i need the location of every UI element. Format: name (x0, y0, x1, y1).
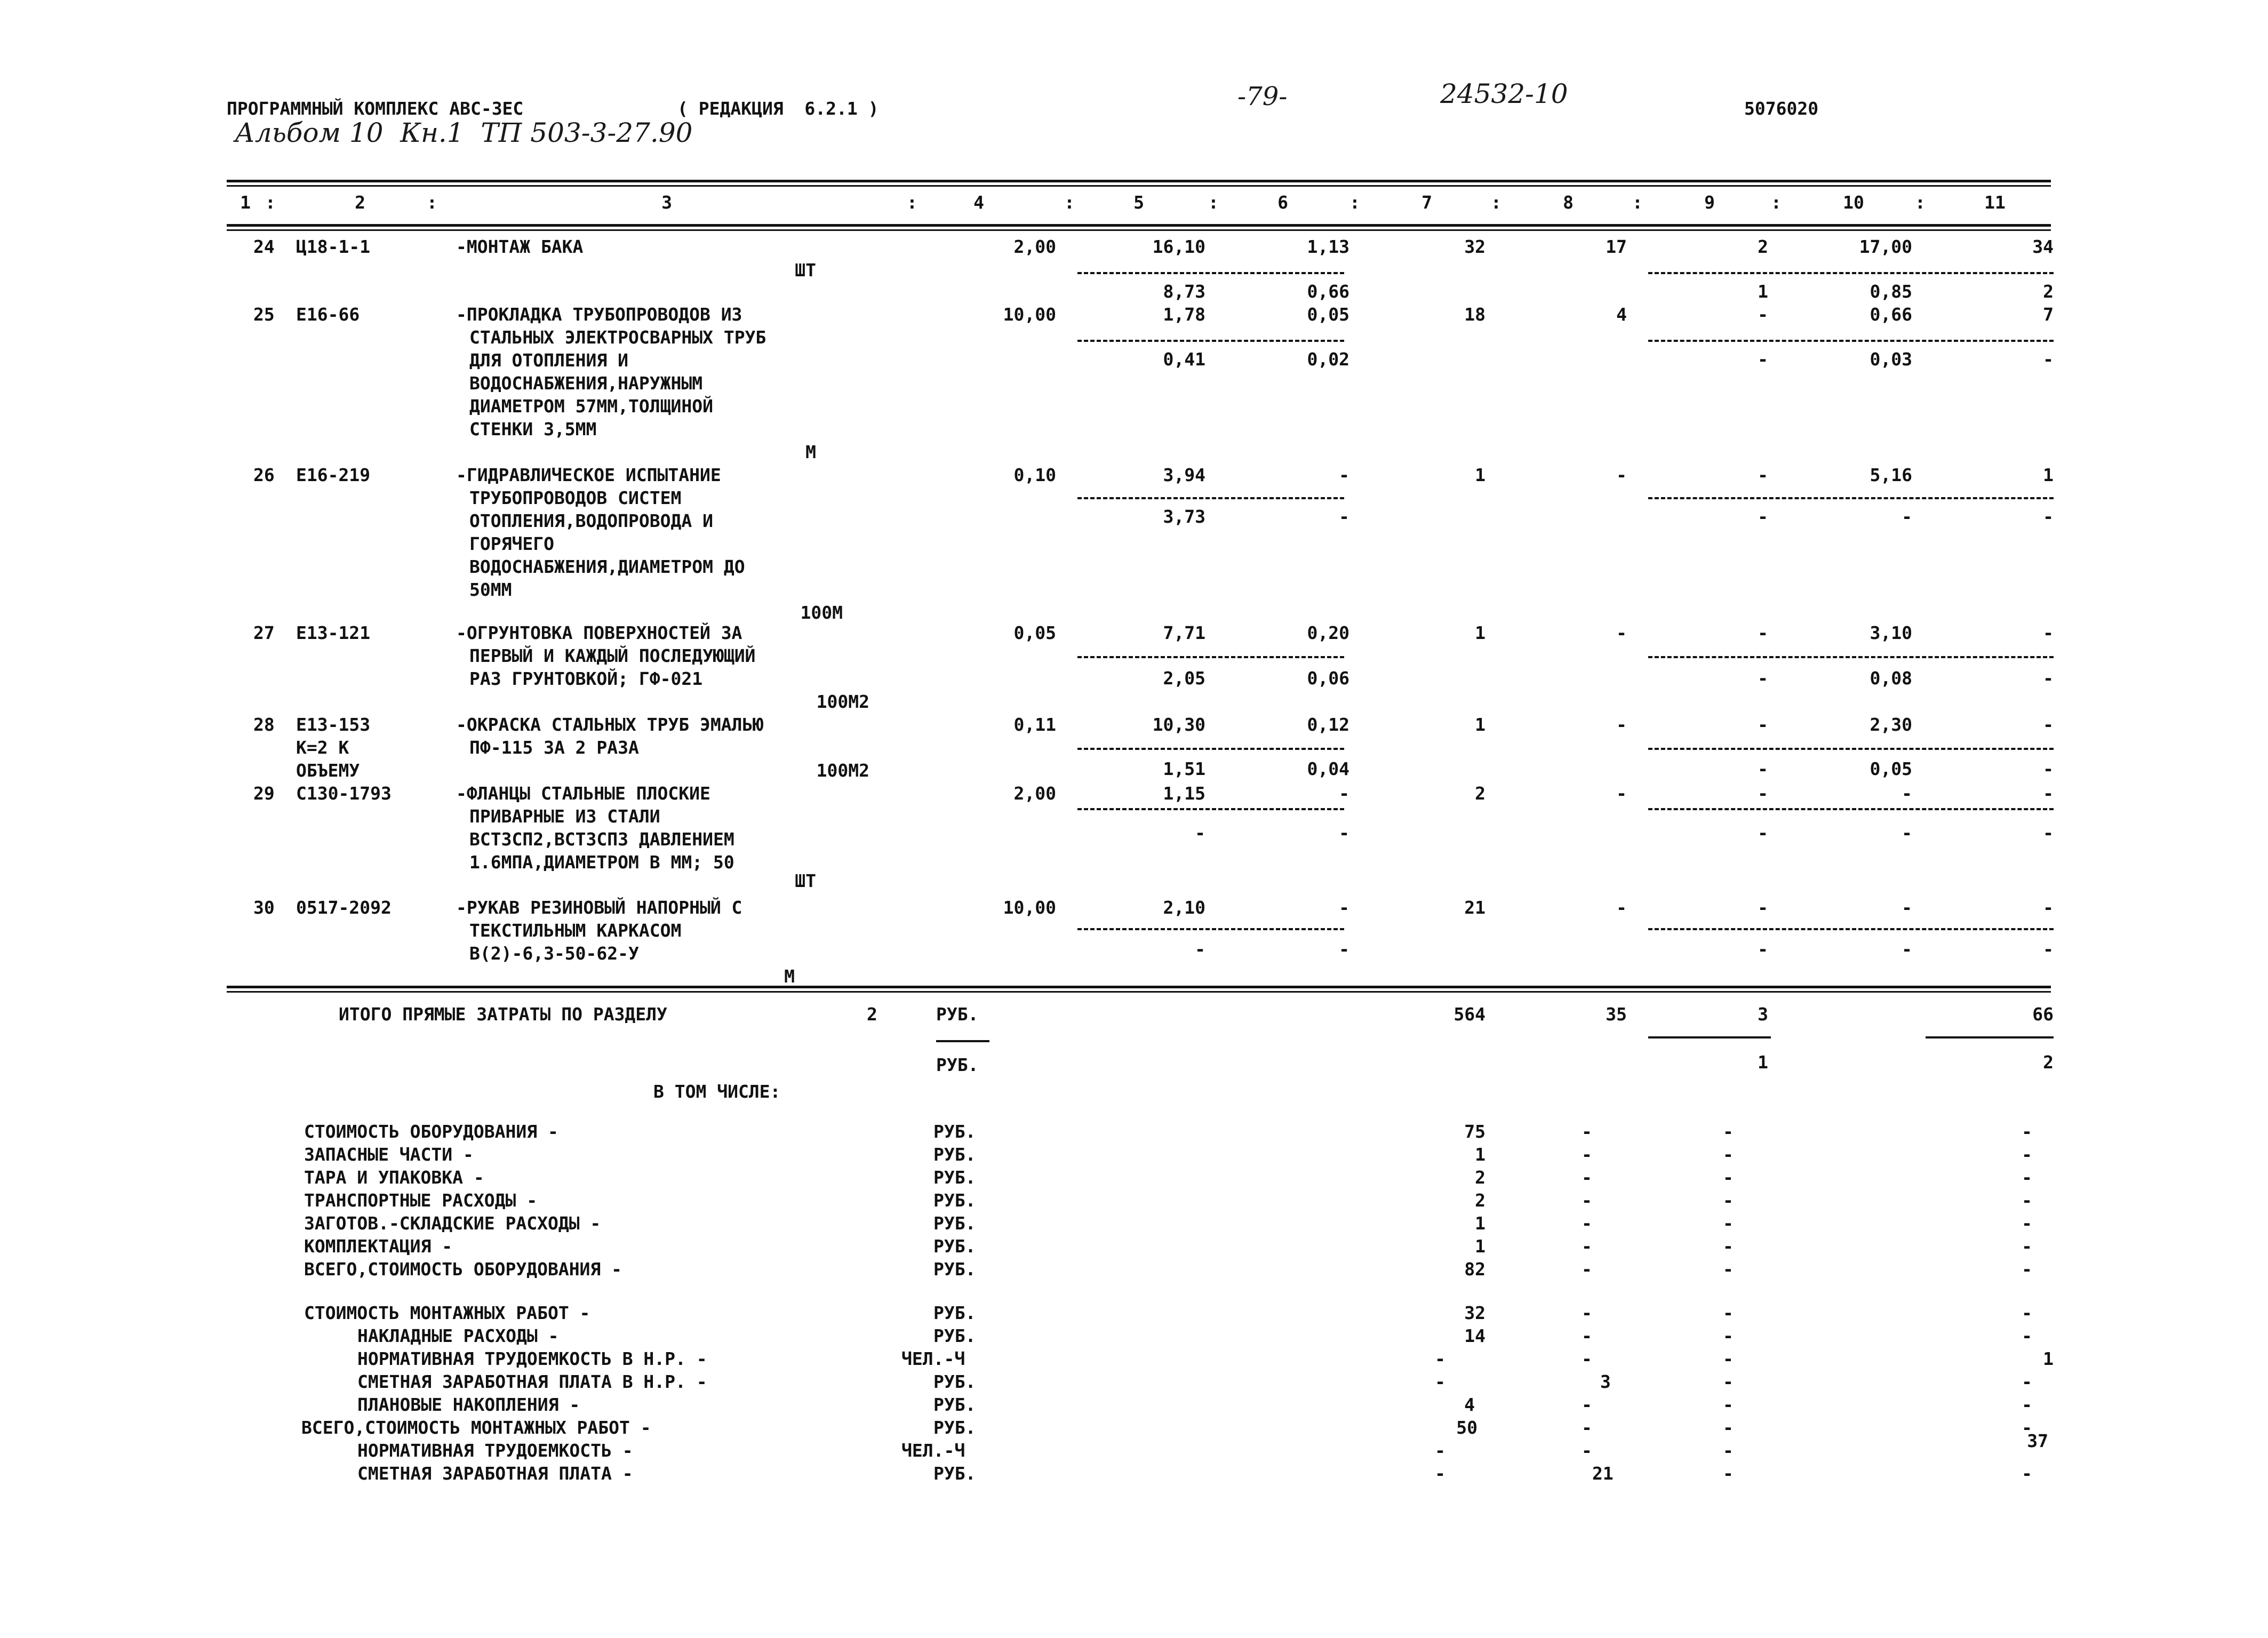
totals-unit-2: РУБ. (936, 1054, 979, 1075)
row-description: -ФЛАНЦЫ СТАЛЬНЫЕ ПЛОСКИЕ (456, 783, 710, 804)
row-col5-bottom: 2,05 (1163, 668, 1205, 689)
row-qty: 0,10 (1013, 465, 1056, 485)
row-col6-top: - (1339, 783, 1349, 804)
row-col7: 1 (1475, 622, 1486, 643)
row-col7: 32 (1464, 236, 1486, 257)
summary-unit: РУБ. (933, 1167, 976, 1188)
summary-label: ТРАНСПОРТНЫЕ РАСХОДЫ - (304, 1190, 538, 1211)
row-col6-bottom: - (1339, 506, 1349, 527)
row-unit: ШТ (795, 260, 816, 281)
row-col11-bottom: - (2043, 668, 2054, 689)
row-col10-bottom: - (1902, 506, 1912, 527)
row-col9-bottom: 1 (1758, 281, 1768, 302)
row-number: 24 (253, 236, 275, 257)
row-col11-top: 7 (2043, 304, 2054, 325)
document-code: 5076020 (1744, 98, 1819, 119)
row-qty: 2,00 (1013, 783, 1056, 804)
row-col10-top: 0,66 (1870, 304, 1912, 325)
row-col11-bottom: - (2043, 939, 2054, 960)
col-header-7: 7 (1422, 192, 1432, 213)
row-col11-top: - (2043, 714, 2054, 735)
summary-label: СМЕТНАЯ ЗАРАБОТНАЯ ПЛАТА В Н.Р. - (357, 1371, 707, 1392)
row-description: -ОГРУНТОВКА ПОВЕРХНОСТЕЙ ЗА (456, 622, 742, 643)
row-col10-bottom: - (1902, 939, 1912, 960)
row-qty: 10,00 (1003, 897, 1056, 918)
row-unit: ШТ (795, 870, 816, 891)
row-number: 26 (253, 465, 275, 485)
row-col9-bottom: - (1758, 668, 1768, 689)
row-unit: 100М2 (816, 691, 869, 712)
row-qty: 0,05 (1013, 622, 1056, 643)
row-col6-top: - (1339, 465, 1349, 485)
row-col10-bottom: 0,05 (1870, 758, 1912, 779)
row-col5-top: 1,15 (1163, 783, 1205, 804)
summary-label: НОРМАТИВНАЯ ТРУДОЕМКОСТЬ В Н.Р. - (357, 1348, 707, 1369)
summary-unit: РУБ. (933, 1144, 976, 1165)
row-col11-bottom: - (2043, 349, 2054, 370)
row-col9-top: - (1758, 465, 1768, 485)
row-code: Ц18-1-1 (296, 236, 371, 257)
totals-unit: РУБ. (936, 1004, 979, 1025)
row-col9-top: - (1758, 783, 1768, 804)
row-col9-bottom: - (1758, 939, 1768, 960)
summary-unit: ЧЕЛ.-Ч (901, 1440, 965, 1461)
row-col9-top: - (1758, 304, 1768, 325)
row-qty: 10,00 (1003, 304, 1056, 325)
row-description: -ОКРАСКА СТАЛЬНЫХ ТРУБ ЭМАЛЬЮ (456, 714, 764, 735)
row-number: 27 (253, 622, 275, 643)
summary-unit: РУБ. (933, 1236, 976, 1257)
row-col7: 18 (1464, 304, 1486, 325)
row-col7: 1 (1475, 465, 1486, 485)
summary-unit: РУБ. (933, 1394, 976, 1415)
col-header-5: 5 (1133, 192, 1144, 213)
summary-unit: РУБ. (933, 1303, 976, 1323)
row-qty: 0,11 (1013, 714, 1056, 735)
document-number: 24532-10 (1440, 78, 1568, 109)
row-col5-top: 3,94 (1163, 465, 1205, 485)
row-description: -ПРОКЛАДКА ТРУБОПРОВОДОВ ИЗ (456, 304, 742, 325)
page-number: -79- (1237, 82, 1288, 111)
row-col11-top: 1 (2043, 465, 2054, 485)
program-title: ПРОГРАММНЫЙ КОМПЛЕКС АВС-3ЕС (227, 98, 524, 119)
row-col5-top: 1,78 (1163, 304, 1205, 325)
row-col5-top: 2,10 (1163, 897, 1205, 918)
row-col11-bottom: 2 (2043, 281, 2054, 302)
summary-label: СМЕТНАЯ ЗАРАБОТНАЯ ПЛАТА - (357, 1463, 633, 1484)
row-unit: 100М2 (816, 760, 869, 781)
row-col8: - (1616, 714, 1627, 735)
row-col6-bottom: 0,02 (1307, 349, 1349, 370)
row-code: Е16-66 (296, 304, 360, 325)
row-col11-top: 34 (2032, 236, 2054, 257)
col-header-4: 4 (973, 192, 984, 213)
row-col11-bottom: - (2043, 506, 2054, 527)
row-col11-top: - (2043, 622, 2054, 643)
row-col7: 1 (1475, 714, 1486, 735)
summary-unit: ЧЕЛ.-Ч (901, 1348, 965, 1369)
row-col7: 21 (1464, 897, 1486, 918)
row-col9-top: - (1758, 622, 1768, 643)
program-edition: ( РЕДАКЦИЯ 6.2.1 ) (677, 98, 879, 119)
col-header-11: 11 (1984, 192, 2006, 213)
row-description: -ГИДРАВЛИЧЕСКОЕ ИСПЫТАНИЕ (456, 465, 721, 485)
summary-unit: РУБ. (933, 1213, 976, 1234)
row-col5-bottom: - (1195, 822, 1205, 843)
row-unit: М (805, 442, 816, 462)
row-code: Е13-153 (296, 714, 371, 735)
summary-unit: РУБ. (933, 1371, 976, 1392)
header-bottom-rule (227, 224, 2051, 231)
row-col10-top: 2,30 (1870, 714, 1912, 735)
summary-unit: РУБ. (933, 1190, 976, 1211)
row-code: Е16-219 (296, 465, 371, 485)
row-col5-bottom: 1,51 (1163, 758, 1205, 779)
col-header-9: 9 (1704, 192, 1715, 213)
row-col5-top: 16,10 (1152, 236, 1205, 257)
summary-unit: РУБ. (933, 1121, 976, 1142)
row-col6-bottom: - (1339, 939, 1349, 960)
row-col5-bottom: - (1195, 939, 1205, 960)
summary-unit: РУБ. (933, 1259, 976, 1280)
row-qty: 2,00 (1013, 236, 1056, 257)
totals-col8: 35 (1606, 1004, 1627, 1025)
totals-col11-top: 66 (2032, 1004, 2054, 1025)
row-col9-top: - (1758, 714, 1768, 735)
row-col9-bottom: - (1758, 506, 1768, 527)
row-col6-top: 1,13 (1307, 236, 1349, 257)
row-code: С130-1793 (296, 783, 392, 804)
totals-col7: 564 (1454, 1004, 1486, 1025)
row-col6-bottom: 0,04 (1307, 758, 1349, 779)
totals-col11-bottom: 2 (2043, 1052, 2054, 1073)
totals-col9-bottom: 1 (1758, 1052, 1768, 1073)
row-col10-bottom: - (1902, 822, 1912, 843)
row-col6-top: - (1339, 897, 1349, 918)
col-header-6: 6 (1277, 192, 1288, 213)
summary-label: НОРМАТИВНАЯ ТРУДОЕМКОСТЬ - (357, 1440, 633, 1461)
row-col8: - (1616, 465, 1627, 485)
row-col8: - (1616, 897, 1627, 918)
row-col10-top: - (1902, 783, 1912, 804)
row-code: 0517-2092 (296, 897, 392, 918)
album-reference: Альбом 10 Кн.1 ТП 503-3-27.90 (235, 117, 693, 148)
row-number: 25 (253, 304, 275, 325)
row-col6-top: 0,05 (1307, 304, 1349, 325)
summary-label: ПЛАНОВЫЕ НАКОПЛЕНИЯ - (357, 1394, 580, 1415)
row-col10-bottom: 0,08 (1870, 668, 1912, 689)
row-col10-bottom: 0,03 (1870, 349, 1912, 370)
row-col8: 4 (1616, 304, 1627, 325)
row-number: 29 (253, 783, 275, 804)
row-col9-bottom: - (1758, 349, 1768, 370)
summary-unit: РУБ. (933, 1325, 976, 1346)
row-col9-bottom: - (1758, 758, 1768, 779)
summary-label: СТОИМОСТЬ МОНТАЖНЫХ РАБОТ - (304, 1303, 590, 1323)
row-col8: 17 (1606, 236, 1627, 257)
summary-label: НАКЛАДНЫЕ РАСХОДЫ - (357, 1325, 559, 1346)
row-col6-bottom: 0,66 (1307, 281, 1349, 302)
row-description: -РУКАВ РЕЗИНОВЫЙ НАПОРНЫЙ С (456, 897, 742, 918)
row-description: -МОНТАЖ БАКА (456, 236, 584, 257)
summary-unit: РУБ. (933, 1417, 976, 1438)
row-col5-bottom: 8,73 (1163, 281, 1205, 302)
row-col10-top: 5,16 (1870, 465, 1912, 485)
row-col5-bottom: 3,73 (1163, 506, 1205, 527)
header-top-rule (227, 180, 2051, 187)
row-col5-top: 7,71 (1163, 622, 1205, 643)
row-col10-bottom: 0,85 (1870, 281, 1912, 302)
row-unit: 100М (800, 602, 843, 623)
totals-col9-top: 3 (1758, 1004, 1768, 1025)
row-col11-bottom: - (2043, 758, 2054, 779)
row-col5-top: 10,30 (1152, 714, 1205, 735)
row-col6-top: 0,12 (1307, 714, 1349, 735)
row-col11-top: - (2043, 783, 2054, 804)
summary-label: ВСЕГО,СТОИМОСТЬ ОБОРУДОВАНИЯ - (304, 1259, 622, 1280)
row-col6-bottom: - (1339, 822, 1349, 843)
row-col8: - (1616, 622, 1627, 643)
row-col9-top: 2 (1758, 236, 1768, 257)
summary-label: ВСЕГО,СТОИМОСТЬ МОНТАЖНЫХ РАБОТ - (301, 1417, 651, 1438)
row-col6-top: 0,20 (1307, 622, 1349, 643)
col-header-10: 10 (1843, 192, 1864, 213)
row-col11-top: - (2043, 897, 2054, 918)
col-header-2: 2 (355, 192, 365, 213)
row-number: 30 (253, 897, 275, 918)
row-col10-top: 3,10 (1870, 622, 1912, 643)
row-col7: 2 (1475, 783, 1486, 804)
including-heading: В ТОМ ЧИСЛЕ: (653, 1081, 781, 1102)
summary-label: СТОИМОСТЬ ОБОРУДОВАНИЯ - (304, 1121, 558, 1142)
section-end-rule (227, 986, 2051, 993)
summary-label: ЗАПАСНЫЕ ЧАСТИ - (304, 1144, 474, 1165)
totals-section: 2 (867, 1004, 877, 1025)
summary-label: КОМПЛЕКТАЦИЯ - (304, 1236, 453, 1257)
totals-label: ИТОГО ПРЯМЫЕ ЗАТРАТЫ ПО РАЗДЕЛУ (339, 1004, 667, 1025)
col-header-3: 3 (661, 192, 672, 213)
col-header-1: 1 (240, 192, 251, 213)
summary-unit: РУБ. (933, 1463, 976, 1484)
row-col10-top: 17,00 (1859, 236, 1912, 257)
row-unit: М (784, 966, 795, 987)
row-col11-bottom: - (2043, 822, 2054, 843)
row-col10-top: - (1902, 897, 1912, 918)
row-col9-bottom: - (1758, 822, 1768, 843)
summary-label: ЗАГОТОВ.-СКЛАДСКИЕ РАСХОДЫ - (304, 1213, 601, 1234)
col-header-8: 8 (1563, 192, 1574, 213)
row-code: Е13-121 (296, 622, 371, 643)
summary-label: ТАРА И УПАКОВКА - (304, 1167, 484, 1188)
row-col8: - (1616, 783, 1627, 804)
row-col5-bottom: 0,41 (1163, 349, 1205, 370)
row-number: 28 (253, 714, 275, 735)
row-col6-bottom: 0,06 (1307, 668, 1349, 689)
row-col9-top: - (1758, 897, 1768, 918)
